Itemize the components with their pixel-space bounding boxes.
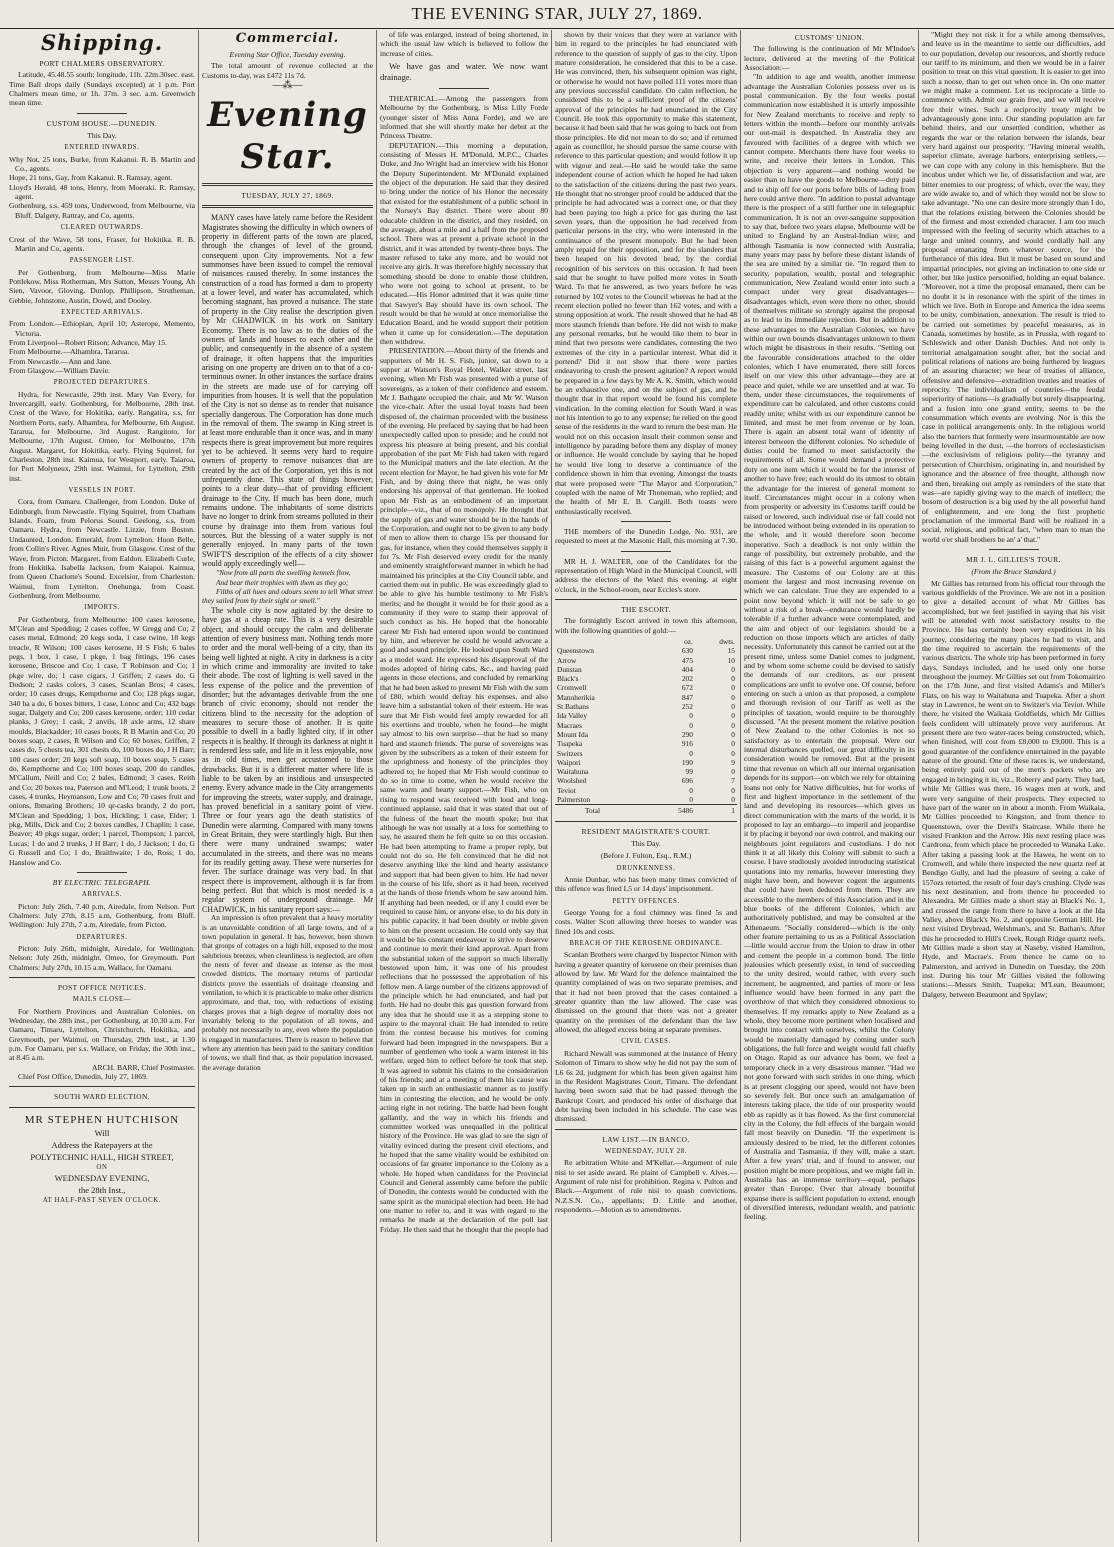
gold-place: Waitahuna <box>557 767 589 777</box>
observatory-text: Latitude, 45.48.55 south; longitude, 11h. 22m.30sec. east. Time Ball drops daily (Sundays excepted) at 1 p.m. Port Chalmers mean time, or 1h. 37m. 3 sec. a.m. Greenwich mean time. <box>9 70 195 108</box>
gold-place: Arrow <box>557 655 577 665</box>
divider <box>9 1107 195 1108</box>
vessels-text: Cora, from Oamaru. Challenger, from London. Duke of Edinburgh, from Newcastle. Flying Squirrel, from Chatham Islands. Foam, from Pelorus Sound. Geelong, s.s, from Oamaru. Hydra, from Newcastle. Lizzie, from Boston. Undaunted, London. Emerald, from Lyttelton. Huon Belle, from Collin's River. Agnes Muir, from Glasgow. Crest of the Wave, from Picton. Margaret, from Ealdon. Elizabeth Curle, from Hokitika. Isabella Jackson, from Kaiapoi. Kaimua, from Queen Charlotte's Sound. Excelsior, from Charleston. Waimui, from Lyttelton. Onehunga, from Coast. Gothenburg, from Melbourne. <box>9 497 195 600</box>
gold-total-oz: 5486 <box>655 805 695 816</box>
gold-place: Woolshed <box>557 776 587 786</box>
drunkenness-heading: DRUNKENNESS. <box>616 864 676 872</box>
gold-place: Queenstown <box>557 646 594 656</box>
column-news <box>376 30 551 1542</box>
divider <box>555 599 737 600</box>
editorial-quote: An impression is often prevalent that a heavy mortality is an unavoidable condition of all large towns, and of a town population in general. It has, however, been shown that groups of cottages on a high hill, exposed to the most salubrious breezes, when cleanliness is neglected, are often the nests of fever and disease as intense as the most crowded districts. The mortuary returns of particular districts prove the essentials of drainage cleansing and ventilation, to which it is practicable to make other districts approximate, and that, too, with reductions of existing charges proves that a high degree of mortality does not invariably belong to the population of all towns, and probably not necessarily to any, even where the population is engaged in manufactures. There is reason to believe that where any attention has been paid to the sanitary condition of towns, we shall find that, as their population increased, the average duration <box>202 914 373 1072</box>
customs-union-intro: The following is the continuation of Mr M'Indoe's lecture, delivered at the meeting of the Political Association:— <box>744 44 915 73</box>
gold-row <box>555 730 737 739</box>
column-gillies-tour <box>918 30 1108 1542</box>
customs-union-heading: CUSTOMS' UNION. <box>794 33 865 42</box>
gold-dwts: 15 <box>727 646 735 656</box>
passenger-heading: PASSENGER LIST. <box>69 257 135 265</box>
law-list-heading: LAW LIST.—IN BANCO. <box>602 1134 690 1144</box>
projected-heading: PROJECTED DEPARTURES. <box>53 379 151 387</box>
divider <box>621 521 671 522</box>
law-list-text: Re arbitration White and M'Kellar.—Argument of rule nisi to set aside award. Re plaint of Campbell v. Alves.—Argument of rule nisi for prohibition. Regina v. Pulton and Black.—Argument of rule nisi to quash convictions. N.Z.S.N. Co., appellants; D. Little and another, respondents.—Motion as to amendments. <box>555 1158 737 1214</box>
column-editorial <box>198 30 376 1542</box>
petty-heading: PETTY OFFENCES. <box>612 897 680 905</box>
units-dwts: dwts. <box>719 636 735 646</box>
expected-heading: EXPECTED ARRIVALS. <box>61 308 143 316</box>
expected-item: From Liverpool—Robert Ritson; Advance, May 15. <box>9 337 167 347</box>
poem-line: Filths of all hues and odours seem to tell What street they sailed from by their sight or smell." <box>202 587 373 606</box>
ornament-divider: —⁂— <box>272 80 303 92</box>
gold-dwts: 0 <box>731 702 735 712</box>
carryover-text: shown by their voices that they were at variance with him in regard to the principles he had enunciated with reference to the question of supply of gas to the city. Upon mature consideration, he considered that this to be a case. He was convinced, then, his subsequent opinion was right, or otherwise he would not have polled 111 votes more than any previous successful candidate. On calm reflection, he considered this to be a sufficient proof of the citizens' approval of the principles he had enunciated in the City Council. He took this opportunity to make this statement, because it had been said that he was going to back out from those principles. He did not mean to do so; and if returned again as councillor, he should pursue the same course with reference to this particular question; and would follow it up with vigour and zeal.—He said he would take the same independent course of action which he hoped he had taken to the satisfaction of the citizens during the past two years. He thought that no stronger proof could be adduced that the principle he had advocated was a correct one, or that they had been paying too high a price for gas during the last seven years, than the opposition he had received from particular persons in the city, who were interested in the continuance of the present monopoly. But he had been amply repaid for their opposition, and for the slanders that been heaped on his devoted head, by the cordial recognition of his services on this occasion. It had been said that he sought to have polled more votes in South Ward. To that he answered, as two years before he was returned by 102 votes to the Council whereas he had at the recent election polled no fewer than 162 votes, and with a strong opposition at work. The result showed that he had 48 more staunch friends than before. He did not wish to make any personal remarks, but he would like them to bear in mind that two persons were candidates, contesting the two extremes of the city in a particular interest. What did it portend? Did it not show that there were parties endeavoring to crush the present agitation? A report would be prepared in a few days by Mr A. K. Smith, which would be an exhaustive one, and on the subject of gas, and he thought that in that report would be found his complete vindication. In the coming election for South Ward it was not his intention to go to any expense; he relied on the good sense of the residents in the ward to return the best man. He would not on this occasion insult their common sense and intelligence by parading before them any display of money or influence. He would conclude by saying that he hoped he would live long to deserve a continuance of the confidence shown in him that evening. Amongst the toasts that were proposed were "The Mayor and Corporation," coupled with the name of Mr Thoneman, who replied; and the health of Mr E. B. Cargill. Both toasts were enthusiastically received. <box>555 30 737 516</box>
date-line: TUESDAY, JULY 27, 1869. <box>241 191 334 201</box>
passenger-text: Per Gothenburg, from Melbourne—Miss Marie Pottlekow, Miss Rotherman, Mrs Sutton, Messrs Young, Ah Sien, Vavoor, Gloving, Dunlop, Phillipson, Strutheman, Gebbie, Johnstone, Austin, Dowd, and Dooley. <box>9 267 195 305</box>
gold-oz: 630 <box>681 646 693 656</box>
entered-item: Gothenburg, s.s. 459 tons, Underwood, from Melbourne, via Bluff. Dalgety, Rattray, and Co, agents. <box>9 201 195 220</box>
tour-source: (From the Bruce Standard.) <box>971 567 1056 577</box>
gold-total-label: Total <box>555 805 655 816</box>
election-on: ON <box>96 1163 108 1171</box>
gold-row <box>555 721 737 730</box>
gold-dwts: 9 <box>731 757 735 767</box>
gold-oz: 190 <box>681 757 693 767</box>
gold-dwts: 0 <box>731 729 735 739</box>
gold-place: Manuherikia <box>557 692 595 702</box>
double-rule <box>202 183 373 186</box>
masthead: THE EVENING STAR, JULY 27, 1869. <box>0 0 1114 29</box>
civil-text: Richard Newall was summoned at the instance of Henry Solomon of Timaru to show why he did not pay the sum of L6 6s 2d, judgment for which has been given against him in the Resident Magistrates Court, Timaru. The defendant having been sworn said that he had passed through the Bankrupt Court, and produced his order of discharge that debt having been included in his schedule. The case was dismissed. <box>555 1048 737 1124</box>
vessels-heading: VESSELS IN PORT. <box>68 487 136 495</box>
entered-item: Lloyd's Herald, 48 tons, Henry, from Moeraki. R. Ramsay, agent. <box>9 182 195 202</box>
observatory-heading: PORT CHALMERS OBSERVATORY. <box>39 59 165 68</box>
gold-row <box>555 749 737 758</box>
column-customs-union <box>740 30 918 1542</box>
gold-oz: 404 <box>681 664 693 674</box>
election-will: Will <box>94 1127 110 1138</box>
double-rule <box>202 205 373 208</box>
gold-dwts: 7 <box>731 776 735 786</box>
gold-place: Macraes <box>557 720 583 730</box>
gold-place: Dunstan <box>557 664 582 674</box>
gold-place: Waipori <box>557 757 581 767</box>
gold-dwts: 0 <box>731 767 735 777</box>
gas-water-line: We have gas and water. We now want drainage. <box>380 61 548 83</box>
gold-row <box>555 739 737 748</box>
editorial-paragraph: The whole city is now agitated by the desire to have gas at a cheap rate. This is a very desirable object, and should occupy the calm and deliberate attention of every business man. Nothing tends more to order and the moral well-being of a city, than its being well lighted at night. A city in darkness is a city in which crime and immorality are invited to take their abode. The cost of lighting is well saved in the less expense of the police and the prevention of disorder; but the advantages derivable from the one branch of civic economy, should not render the citizens blind to the necessity for the adoption of measures to secure those of another. It is quite possible to dwell in a badly lighted city, if in other respects it is healthy. If through its darkness at night it is rendered less safe, and life in it less enjoyable, now as in old times, men get accustomed to those drawbacks. But it is a different matter where life is liable to be taken by an insidious and unsuspected enemy. Every advance made in the City arrangements for improving the streets, water supply, and drainage, has proved beneficial in a sanitary point of view. Three or four years ago the death statistics of Dunedin were alarming. Compared with many towns in Great Britain, they were startlingly high. But then there were many undrained swamps; water accumulated in the streets, and there was no means for its readily getting away. These were nurseries for fever. The surface drainage was very bad. In that respect there is improvement, although it is far from being perfect. But that which is most needed is a regular system of underground drainage. Mr CHADWICK, in his sanitary report says:— <box>202 605 373 914</box>
telegraph-departures-heading: DEPARTURES. <box>76 933 128 941</box>
kerosene-text: Scanlan Brothers were charged by Inspector Nimon with having a greater quantity of kerosene on their premises than allowed by law. Mr Ward for the defence maintained the quantity complained of was on two separate premises, and that it had not been proved that the cases contained a greater quantity than the law allowed. The case was dismissed on the ground that there was not a greater quantity on the premises of the defendant than the law allowed, the alleged excess being at separate premises. <box>555 950 737 1035</box>
divider <box>555 821 737 822</box>
gold-row <box>555 674 737 683</box>
telegraph-heading: BY ELECTRIC TELEGRAPH. <box>52 877 152 887</box>
commercial-heading: Commercial. <box>235 31 340 46</box>
cleared-heading: CLEARED OUTWARDS. <box>60 224 144 232</box>
gold-dwts: 0 <box>731 683 735 693</box>
divider <box>9 977 195 978</box>
election-time: AT HALF-PAST SEVEN O'CLOCK. <box>42 1197 162 1205</box>
gold-place: Palmerston <box>557 795 591 805</box>
expected-item: From London.—Ethiopian, April 10; Asterope, Memento, Victoria. <box>9 319 195 338</box>
post-office-text: For Northern Provinces and Australian Colonies, on Wednesday, the 28th inst., per Gothenburg, at 10.30 a.m. For Oamaru, Timaru, Lyttelton, Christchurch, Hokitika, and Greymouth, per Waimui, on Thursday, 29th inst., at 1.30 p.m. For Oamaru, per s.s. Wallace, on Friday, the 30th inst., at 8.45 a.m. <box>9 1006 195 1063</box>
entered-item: Hope, 21 tons, Gay, from Kakanui. R. Ramsay, agent. <box>9 173 173 183</box>
gold-dwts: 0 <box>731 739 735 749</box>
divider <box>9 1086 195 1087</box>
imports-heading: IMPORTS. <box>84 604 120 612</box>
gold-dwts: 0 <box>731 711 735 721</box>
gold-row <box>555 702 737 711</box>
escort-heading: THE ESCORT. <box>621 604 671 614</box>
gold-table <box>555 637 737 816</box>
lodge-notice: THE members of the Dunedin Lodge, No. 931, are requested to meet at the Masonic Hall, this morning at 7.30. <box>555 526 737 546</box>
columns <box>6 30 1108 1542</box>
gold-oz: 202 <box>681 674 693 684</box>
gold-row <box>555 656 737 665</box>
presentation-paragraph: PRESENTATION.—About thirty of the friends and supporters of Mr H. S. Fish, junior, sat down to a supper at Watson's Royal Hotel, Walker street, last evening, when Mr Fish was presented with a purse of sovereigns, as a token of their confidence and esteem. Mr J. Bathgate occupied the chair, and Mr W. Watson the vice-chair. After the usual loyal toasts had been disposed of, the chairman proceeded with the business of the evening. He prefaced by saying that he had been unexpectedly called upon to preside; and he could not express his pleasure at being present, and his cordial approbation of the part Mr Fish had taken with regard to the Municipal matters and the late election. At the recent election for Mayor, he had given his vote for Mr Fish, and by doing there that night, he was only endorsing his approval of that gentleman. He looked upon Mr Fish as an embodiment of an important principle—viz., that of no monopoly. He thought that the supply of gas and water should be in the hands of the Corporation, and ought not to be given to any body of men to allow them to charge 15s per thousand for gas, for instance, when they could themselves supply it for 7s. Mr Fish deserved every credit for the manly and eminently straightforward manner in which he had maintained his principles at the City Council table, and carried them out in public. He was exceedingly glad to be able to give his humble testimony to Mr Fish's merits; and he thought it would be for their good as a community if they were to stamp their approval of such conduct as his. He hoped that the honorable career Mr Fish had entered upon would be continued by him, and wherever he could he would advocate a good and sound principle. He looked upon South Ward as a model ward. He expressed his disapproval of the modes adopted of hiring cabs, &c., and having paid agents in those elections, and concluded by remarking that he had been asked to present Mr Fish with the sum of £80, which would defray his expenses, and also leave him a substantial token of their esteem. He was sure that Mr Fish would feel amply rewarded for all his exertions and trouble, when he found—he might say almost to his own surprise—that he had so many hard and staunch friends. The purse of sovereigns was given by the subscribers as a token of their esteem for the uprightness and honesty of the principles they adhered to; he hoped that Mr Fish would continue to do so in time to come, when he would receive the same warm and hearty support.—Mr Fish, who on rising to respond was received with loud and long-continued applause, said that it was stated that out of the fulness of the heart the mouth spoke; but that although he was not usually at a loss for something to say, he assured them he felt quite so on this occasion. He had been attempting to frame a proper reply, but could not do so. He felt convinced that he did not deserve anything like the kind and hearty assistance and support that had been given to him. He had never in the course of his life, short as it had been, received at the hands of those friends whom he saw around him. If anything had been needed, or if any I could ever be required to cause him, or anyone else, to do his duty in his public capacity, it had been doubly or treble given to him on the present occasion. He could only say that it would be his constant endeavour to strive to deserve and continue to merit their kind approval. Apart from the substantial token of the support so much liberally bestowed upon him, it was one of his proudest reflections that he possessed the approbation of his fellow men. A large number of the citizens approved of the principle which he had enunciated, and had put forth. He had no doubt this gas question forward from any idea that he should use it as a stepping stone to aspire to the mayoral chair. He had intended to retire from the contest because his motives for coming forward had been impugned in the newspapers. But a number of gentlemen who took a warm interest in his welfare, urged him to reflect before he took that step. It was agreed to submit his claims to the consideration of his friends; and at a meeting of them his cause was taken up in such an enthusiastic manner as to justify him in contesting the election, and he would be only acting right in not retiring. The battle had been fought gallantly, and the way in which his friends and committee worked was unequalled in the political history of the Province. He was glad to see the sign of vitality evinced during the present civil elections, and he hoped that the same vitality would be exhibited on occasions of far greater importance to the Colony as a whole. He hoped when candidates for the Provincial Council and General assembly came before the public of Dunedin, the contests would be conducted with the same spirit as the municipal election had been. He had one matter to refer to, and it was with regard to the remarks he made at the declaration of the poll last Friday. He then said that he thought that the people had <box>380 346 549 1234</box>
cleared-item: Crest of the Wave, 58 tons, Fraser, for Hokitika. R. B. Martin and Co, agents. <box>9 234 195 253</box>
gold-oz: 847 <box>681 692 693 702</box>
gold-oz: 290 <box>681 729 693 739</box>
gold-oz: 475 <box>681 655 693 665</box>
gold-dwts: 0 <box>731 748 735 758</box>
commercial-office: Evening Star Office, Tuesday evening. <box>229 50 346 59</box>
imports-text: Per Gothenburg, from Melbourne: 100 cases kerosene, M'Clean and Spedding; 2 cases coffee, W Gregg and Co; 2 cases metal, Edmond; 20 kegs soda, 1 case twine, 18 kegs treacle, R Wilson; 100 cases kerosene, H S Fish; 6 bales pegs, 1 box, 1 case, 1 pkge, 1 bag fittings, 196 cases kerosene, Briscoe and Co; 1 case, T Robinson and Co; 1 pkge wire, do; 1 case cigars, J Griffen; 2 cases do, G Dodson; 2 casks colors, 3 cases, Scanlan Bros; 4 cases, order; 10 cases drugs, Kempthorne and Co; 128 pkgs sugar, 340 ha a do, 6 boxes bitters, 1 case, Lonoc and Co; 432 bags sugar, Dalgety and Co; 200 cases kerosene, order; 110 cedar planks, J Grey; 1 cask, 2 anvils, 18 axle arms, 12 share moulds, Blackadder; 10 cases boots, R B Martin and Co; 20 boxes soap, 2 cases, R Wilson and Co; 60 boxes, Griffen, 2 cases do, 5 chests tea, 301 chests do, 100 boxes do, J H Barr; 100 cases order; 20 kegs soft soap, 10 boxes soap, 5 cases do, Kempthorne and Co; 100 boxes soap, 200 do candles, M'Callum, Neill and Co; 2 bales, Edmond; 3 cases, Reith and Co; 20 boxes tea, Paterson and M'Leod; 1 trunk boots, 2 cases, 4 trunks, Heymanson, Low and Co; 70 cases fruit and onions, Ibmaring Brothers; 10 qr-casks brandy, 2 do port, M'Clean and Spedding; 1 box, Hickling; 1 case, Elder; 1 pkg, Mills, Dick and Co; 2 boxes candles, J Chaplin; 1 case, Beaver; 49 pkgs sugar, order; 1 parcel, Thompson; 1 parcel, Lucas; 1 do and 2 trunks, J H Barr; 1 do, J Jackson; 1 do, G G Russell and Co; 1 do, Braithwaite; 1 do, Ross; 1 do, Hanslow and Co. <box>9 614 195 867</box>
tour-text: Mr Gillies has returned from his official tour through the various goldfields of the Province. We are not in a position to give a detailed account of what Mr Gillies has accomplished, but we feel justified in saying that his visit will be attended with most satisfactory results to the Province. He has certainly been very expeditious in his journey, considering the many places he had to visit, and the time required to ascertain the requirements of the various districts. The whole trip has been performed in forty days, Sundays included, and he used only one horse throughout the journey. Mr Gillies set out from Tokomairiro on the 17th June, and first visited Adams's and Miller's Flats, on his way to Waitahuna and Tuapeka. After a short stay in Lawrence, he went on to Switzer's via Teviot. While there, he visited the Waikaia Goldfields, which Mr Gillies feels confident will ultimately prove very auriferous. At present there are two water-races being constructed, which, when finished, will cost from £8,000 to £9,000. This is a good guarantee of the confidence entertained in the payable nature of the ground. One of these races is, we understand, being entirely paid out of the men's pockets who are engaged in bringing it in, viz., Roberry and party. They had, while Mr Gillies was there, 16 wages men at work, and were very sanguine of their prospects. They expected to have part of the water on in about a month. From Waikaia, Mr Gillies proceeded to Kingston, and from thence to Queenstown, over the Devil's Staircase. While there he visited Frankton and the Arrow. His next resting place was Cardrona, from which place he proceeded to Wanaka Lake. After taking a passing look at the Hawea, he went on to Cromwell, and while there inspected the new quartz reef at Bendigo Gully, and had the pleasure of seeing a cake of 157ozs retorted, the result of four day's crushing. Clyde was his next destination, and from thence he proceeded to Alexandra. Mr Gillies made a short stay at Black's No. 1, and crossed the range from there to have a look at the Ida Valley, above Black's No. 2, and opposite German Hill. He next visited Drybread, Welshman's, and St. Bathan's. After this he proceeded to Hill's Creek, Rough Ridge quartz reefs. Mr Gillies made a short stay at Naseby, visited Hamilton, Hyde, and Macrae's. From thence he came on to Palmerston, and arrived in Dunedin on Tuesday, the 20th inst. During his tour Mr Gillies visited the following stations:—Messrs Smith, Tuapeka; M'Lean, Beaumont; Dalgety, between Beaumont and Spylaw; <box>922 578 1105 999</box>
post-office-heading: POST OFFICE NOTICES. <box>57 982 147 992</box>
kerosene-heading: BREACH OF THE KEROSENE ORDINANCE. <box>569 940 723 948</box>
theatrical-paragraph: THEATRICAL.—Among the passengers from Melbourne by the Gothenburg, is Miss Lilly Forde (younger sister of Miss Anna Forde), and we are informed that she will shortly make her debut at the Princess Theatre. <box>380 94 548 141</box>
post-office-sign: ARCH. BARR, Chief Postmaster. <box>92 1062 195 1072</box>
gold-dwts: 10 <box>727 655 735 665</box>
custom-house-heading: CUSTOM HOUSE.—DUNEDIN. <box>46 118 158 128</box>
carryover-text: of life was enlarged, instead of being shortened, in which the usual law which is believed to follow the increase of cities. <box>380 30 548 58</box>
gold-total-dwts: 1 <box>695 805 737 816</box>
gold-place: Black's <box>557 674 579 684</box>
gold-place: St Bathans <box>557 702 589 712</box>
gold-row <box>555 767 737 776</box>
customs-union-conclusion: "Might they not risk it for a while among themselves, and leave us in the meantime to settle our difficulties, add to our population, develop our resources, and shortly reduce our tariff to its minimum, and then we would be in a fairer position to treat on this vital question. It is easier to get into such a noose, than to get out when once in. On one matter we might make a comment. Let us reciprocate a little to commence with. Admit our grain free, and we will receive free their wines. Such a reciprocity treaty might be advantageously gone into. Our standing population are far behind theirs, and our unsettled condition, whether as regards the war or the relation between the islands, bear very hard against our prosperity. "Having mineral wealth, superior climate, average harbors, enterprising settlers,—we can cope with any colony in this hemisphere. But the incubus under which we lie, of dissatisfaction and war, are bitter enemies to our progress; of which, over the way, they are wide awake to, and of which they would not be slow to take advantage. "No one can desire more strongly than I do, that the relations existing between the Colonies should be of the firmest and most extended character. I am too much impressed with the feeling of security which attaches to a large and united country, and would cordially hail any proposal emanating from whatever source, for the furtherance of this idea. But it must be based on sound and impartial principles, not giving an inclination to one side or other, but like justice personified, holding an equal balance. "Moreover, not a time the proposal emanated, there can be no doubt it is in resonance with the spirit of the times in which we live. Both in Europe and America the idea seems to be unity, combination, annexation. The result is tried to be carried out sometimes by peaceful measures, as in Canada, sometimes by hostile, as in Prussia, with regard to Schleswick and other Danish Duchies. And not only is territorial amalgamation sought after, but the social and political relations of nations are being furthered by leagues of an assuring character; we hear of treaties of alliance, offensive and defensive—extradition treaties and treaties of reprocity. The individualism of countries—the feudal superiority of nations—is gradually but surely disappearing, and a fusion into one grand entity, seems to be the consummation which events are evolving. Nor is this the case in political arrangements only. In the religious world also the barriers that formerly were insurmountable are now being levelled in the dust, —the horrors of ecclesiasticism—the exclusivism of religious polity—the tyranny and persecution of Churchism, originating in, and nourished by ignorance and the absence of free thought, although now and then, breaking out amply as reminders of the state that was—are rapidly giving way to the march of intellect; the bosom of destruction is a big used by the all powerful hand of enlightenment, and ere long the first prophetic proclamation of the immortal Bard will be realized in a social, religious, and political fact, "when man to man the world o'er shall brothers be an' a' that." <box>922 30 1105 544</box>
mails-close: MAILS CLOSE— <box>72 996 132 1004</box>
gold-dwts: 0 <box>731 720 735 730</box>
expected-item: From Melbourne.—Alhambra, Tararua. <box>9 347 130 357</box>
column-courts <box>551 30 740 1542</box>
poem-line: "Now from all parts the swelling kennels flow, <box>216 568 351 578</box>
gold-oz: 916 <box>681 739 693 749</box>
gold-table-header <box>555 637 737 646</box>
gold-row <box>555 665 737 674</box>
entered-heading: ENTERED INWARDS. <box>64 144 140 152</box>
tour-heading: MR J. L. GILLIES'S TOUR. <box>966 554 1061 564</box>
civil-heading: CIVIL CASES. <box>621 1038 671 1046</box>
gold-oz: 0 <box>689 720 693 730</box>
walter-notice: MR H. J. WALTER, one of the Candidates for the representation of High Ward in the Municipal Council, will address the electors of the Ward this evening, at eight o'clock, in the School-room, near Eccles's store. <box>555 556 737 594</box>
election-name: MR STEPHEN HUTCHISON <box>24 1113 180 1126</box>
expected-item: From Glasgow.—William Davie. <box>9 365 110 375</box>
gold-oz: 696 <box>681 776 693 786</box>
telegraph-arrivals: Picton: July 26th, 7.40 p.m, Airedale, from Nelson. Port Chalmers: July 27th, 8.15 a.m, Gothenburg, from Bluff. Wellington: July 27th, 7 a.m, Airedale, from Picton. <box>9 901 195 930</box>
law-list-date: WEDNESDAY, JULY 28. <box>604 1147 688 1155</box>
gold-dwts: 0 <box>731 674 735 684</box>
gold-row <box>555 683 737 692</box>
telegraph-departures: Picton: July 26th, midnight, Airedale, for Wellington. Nelson: July 26th, midnight, Omeo, for Greymouth. Port Chalmers: July 27th, 10.15 a.m, Wallace, for Oamaru. <box>9 943 195 972</box>
escort-text: The fortnightly Escort arrived in town this afternoon, with the following quantities of gold:— <box>555 616 737 635</box>
gold-oz: 252 <box>681 702 693 712</box>
gold-row <box>555 758 737 767</box>
rm-before: (Before J. Fulton, Esq., R.M.) <box>600 851 692 861</box>
divider <box>77 113 127 114</box>
gold-row <box>555 711 737 720</box>
gold-oz: 99 <box>685 767 693 777</box>
divider <box>77 872 127 873</box>
gold-dwts: 0 <box>731 795 735 805</box>
gold-oz: 0 <box>689 795 693 805</box>
gold-dwts: 0 <box>731 785 735 795</box>
divider <box>989 549 1039 550</box>
paper-title: Evening Star. <box>207 95 368 178</box>
gold-row <box>555 776 737 785</box>
election-heading: SOUTH WARD ELECTION. <box>54 1092 150 1102</box>
gold-row <box>555 795 737 805</box>
gold-oz: 672 <box>681 683 693 693</box>
petty-text: George Young for a foul chimney was fined 5s and costs. Walter Scott allowing three horses to wander was fined 10s and costs. <box>555 908 737 936</box>
gold-oz: 0 <box>689 748 693 758</box>
commercial-text: The total amount of revenue collected at the Customs to-day, was £472 11s 7d. <box>202 61 373 80</box>
election-hall: POLYTECHNIC HALL, HIGH STREET, <box>30 1151 174 1162</box>
divider <box>621 551 671 552</box>
gold-total-row <box>555 805 737 816</box>
post-office-date: Chief Post Office, Dunedin, July 27, 1869. <box>18 1072 148 1082</box>
gold-place: Tuapeka <box>557 739 583 749</box>
election-address: Address the Ratepayers at the <box>51 1139 153 1150</box>
rm-this-day: This Day. <box>631 838 661 848</box>
poem-line: And bear their trophies with them as they go; <box>216 577 349 587</box>
entered-item: Why Not, 25 tons, Burke, from Kakanui. R. B. Martin and Co., agents. <box>9 154 195 174</box>
projected-text: Hydra, for Newcastle, 29th inst. Mary Van Every, for Invercargill, early. Gothenburg, for Melbourne, 28th inst. Crest of the Wave, for Hokitika, early. Rangatira, s.s, for Northern Ports, early. Alhambra, for Melbourne, 6th August. Tararua, for Melbourne, 3rd August. Rangitoto, for Melbourne, 17th August. Omeo, for Melbourne, 17th August. Margaret, for Hokitika, early. Flying Squirrel, for Charleston, 28th inst. Kaimua, for Westport, early. Taiaroa, for Port Molyneux, 29th inst. Waimui, for Lyttelton, 29th inst. <box>9 389 195 483</box>
gold-oz: 0 <box>689 785 693 795</box>
expected-item: From Newcastle.—Ann and Jane. <box>9 356 112 366</box>
gold-row <box>555 786 737 795</box>
election-day: WEDNESDAY EVENING, <box>54 1173 150 1184</box>
column-shipping <box>6 30 198 1542</box>
customs-union-text: "In addition to age and wealth, another immense advantage the Australian Colonies possess over us is postal communication. By the four weeks postal communication now established it is utterly impossible for New Zealand merchants to receive and reply to letters within the month—before our monthly arrivals our out-mail is despatched. In Australia they are favoured with facilities of a degree with which we cannot compete. Merchants there have four weeks to write, and receive their letters in London. This objection is very apparent—and nothing would be easier than to have the goods to Melbourne—duty paid and to ship off for our ports before bills of lading from here could arrive there. "In addition to postal advantage there is the prospect of a still further one in telegraphic communication. It is not an over-sanguine supposition to say that, before two years elapse, Melbourne will be united to England by an Austral-Indian wire; and although Tasmania is now connected with Australia, many years may pass by before these distant islands of the sea are united by a similar tie. "In regard then to security, population, wealth, postal and telegraphic communication, New Zealand would enter into such a compact under very great disadvantages—disadvantages which, even were there no other, should of themselves militate so strongly against the proposal as to lead to its immediate rejection. But in addition to these advantages to the Australian Colonies, we have within our own bounds disadvantages unknown to them which might be disastrous in their results. "Setting out the favourable considerations attached to the older colonies, which I have enumerated, there still forces itself on our view this other advantage—they are at peace and quiet, while we are unsettled and at war. To them, under these circumstances, the requirements of expenditure can be calculated, and other customs could readily unite; whilst with us our expenditure cannot be limited, and must be met from revenue or by loan. There is again an absent total want of identity of interest between the different colonies. No schedule of duties could be framed to meet satisfactorily the requirements of all. Some would demand a protective duty on one item which it would be for the interest of another to have free; each would do its utmost to obtain the advantage for the interest of general moment to itself. Circumstances might occur in a colony when from prosperity or adversity its Customs tariff could be raised or lowered, such individual rise or fall could not be introduced without being extended in its operation to the whole, and it would therefore soon become inoperative. Such a deadlock is not only within the range of possibility, but extremely probable, and the raising of this fact is a powerful argument against the measure. The Customs of our Colony are at this moment the largest and most increasing revenue on which we can calculate. True they are expended to a point now beyond which it will not be safe to go without a risk of a break—endurance would hardly be tolerable if a further advance were contemplated, and the aim and object of our legislators should be a reduction on those imports which are articles of daily necessity. Unfortunately this cannot be carried out at the present time, unless some Daniel comes to judgment, and by whom some scheme could be devised to satisfy the demands of our creditors, as our present complications are unfit to evolve one. Of course, before entering on such a union as that proposed, a complete and thorough revision of our Tariff as well as the principles of taxation, would require to be thoroughly discussed. "At the present moment the relative position of New Zealand to the other Colonies is not so satisfactory as to entertain the proposal. Were our internal disturbances quelled, our great difficulty in its consideration would be removed. But at the present time that revenue on which all our internal organisation depends for its support—on which we rely for obtaining loans not only for Native difficulties, but for works of first and highest importance in the settlement of the land and developing its resources—which gives us direct communication with the marts of the world, it is proposed to lay an embargo—to imperil and jeopardise it by placing it beyond our own control, and making our neighbours joint regulators and custodians. I do not think it at all likely this Colony will submit to such a course. I have studiously avoided introducing statistical quotations into my remarks, however interesting they might have been, and however cogent the arguments that could have been deduced from them. They are accessible to the members of this Association and in the blue books of the different Colonies, which are authoritatively published, and may be consulted at the Athenaeum. "Socially considered—which is the only other feature pertaining to us as a Political Association—little would accrue from the Union to draw in other and cement the people in a common bond. The little jealousies which presently exist, in tend of succeeding to the unity desired, would rather, with every such increment, be augmented, and parties of more or less influence would have been formed in any part the overthrow of that which they considered obnoxious to themselves. If my remarks apply to New Zealand as a whole, they become more pertinent when localised and brought into contact with ourselves, whilst the Colony would be materially damaged by coming under such obligations, the full force and weight would fall chiefly on Otago. Rapid as our advance has been, we feel a temporary check in a very disastrous manner. "Had we not gone forward with such strides in one thing, which is at present clogging our speed, would not have been so severely felt. But once such an amalgamation of interests taking place, the tide of our prosperity would ebb as rapidly as it has flowed. As the first commercial city in the Colony, the full effects of the bargain would fall most heavily on Dunedin. "If the experiment is anxiously desired to be tried, let the different colonies of Australia and Tasmania, if they will, make a start. After a few years' trial, and if found to answer, our position might be more propitious, and we might fall in. Australia has an immense territory—equal, perhaps greater than Europe. Over that already bountiful expanse there is sufficient population to extend, enough of diversified interests, redundant wealth, and patriotic feeling. <box>744 72 915 1222</box>
gold-place: Ida Valley <box>557 711 588 721</box>
divider <box>555 1129 737 1130</box>
editorial-paragraph: MANY cases have lately came before the Resident Magistrates showing the difficulty in which owners of property in different parts of the town are placed, through the changes of level of the ground, consequent upon City improvements. Not a few summonses have been issued to compel the removal of nuisances caused thereby. In some instances the construction of a road has formed a dam to property at a lower level, and water has accumulated, which becoming stagnant, has proved a nuisance. The state of property in the City realise the description given by Mr CHADWICK in his work on Sanitary Economy. There is no law as to the duties of the owners of lands and houses to each other and the public, and consequently in the absence of a system of drainage, it often happens that the impurities arising on one property are driven on to that of a co-terminous owner. In other instances the surface drains in the streets are made use of for carrying off impurities from houses. It is well that the population of the City is not so dense as to render that nuisance specially dangerous. The Corporation has done much in the removal of them. The swamp in King street is at least more endurable than it once was, and in many respects there is great improvement but more requires yet to be achieved. It seems very hard to require owners of property to remove nuisances that are created by the act of the Corporation, yet this is not unfrequently done. This state of things however, points to a clear duty—that of providing efficient drainage to the City. If much has been done, much remains undone. The inhabitants of some districts have no longer to drink from streams polluted in their course by drainage into them from various foul sources. But the blessing of a water supply is not generally enjoyed. In many parts of the town SWIFT'S description of the effects of a city shower would apply exceedingly well— <box>202 213 374 569</box>
gold-place: Mount Ida <box>557 729 588 739</box>
divider <box>439 88 489 89</box>
gold-row <box>555 693 737 702</box>
gold-oz: 0 <box>689 711 693 721</box>
election-date: the 28th Inst., <box>78 1185 126 1196</box>
gold-dwts: 0 <box>731 664 735 674</box>
gold-place: Cromwell <box>557 683 587 693</box>
telegraph-arrivals-heading: ARRIVALS. <box>81 891 123 899</box>
shipping-heading: Shipping. <box>40 30 164 55</box>
units-oz: oz. <box>684 636 693 646</box>
gold-place: Switzers <box>557 748 583 758</box>
drunkenness-text: Annie Dunbar, who has been many times convicted of this offence was fined L5 or 14 days' imprisonment. <box>555 874 737 894</box>
gold-row <box>555 646 737 655</box>
deputation-paragraph: DEPUTATION.—This morning a deputation, consisting of Messrs H. M'Donald, M.P.C., Charles Duke, and Jno Wright had an interview with his Honor the Deputy Superintendent. Mr M'Donald explained the object of the deputation. He said that they desired to bring under the notice of his Honor the necessity that existed for the establishment of a public school in the Norsey's Bay district. There were about 80 educable children in the district, and they resided, on the average, about a mile and a half from the proposed school. There was at present a private school in the district, and it was attended by twenty-three boys. The master refused to take any more, and he would not receive any girls. It was therefore highly necessary that something should be done to enable those children, who were not going to school at present, to be educated.—His Honor admitted that it was quite time that Sawyer's Bay should have its own school. The result would be that he would at once memorialise the Education Board, and he would support their petition when it came up for consideration.—The deputation then withdrew. <box>380 140 548 346</box>
gold-place: Teviot <box>557 785 576 795</box>
this-day: This Day. <box>87 131 117 141</box>
rm-court-heading: RESIDENT MAGISTRATE'S COURT. <box>581 826 711 836</box>
gold-dwts: 0 <box>731 692 735 702</box>
